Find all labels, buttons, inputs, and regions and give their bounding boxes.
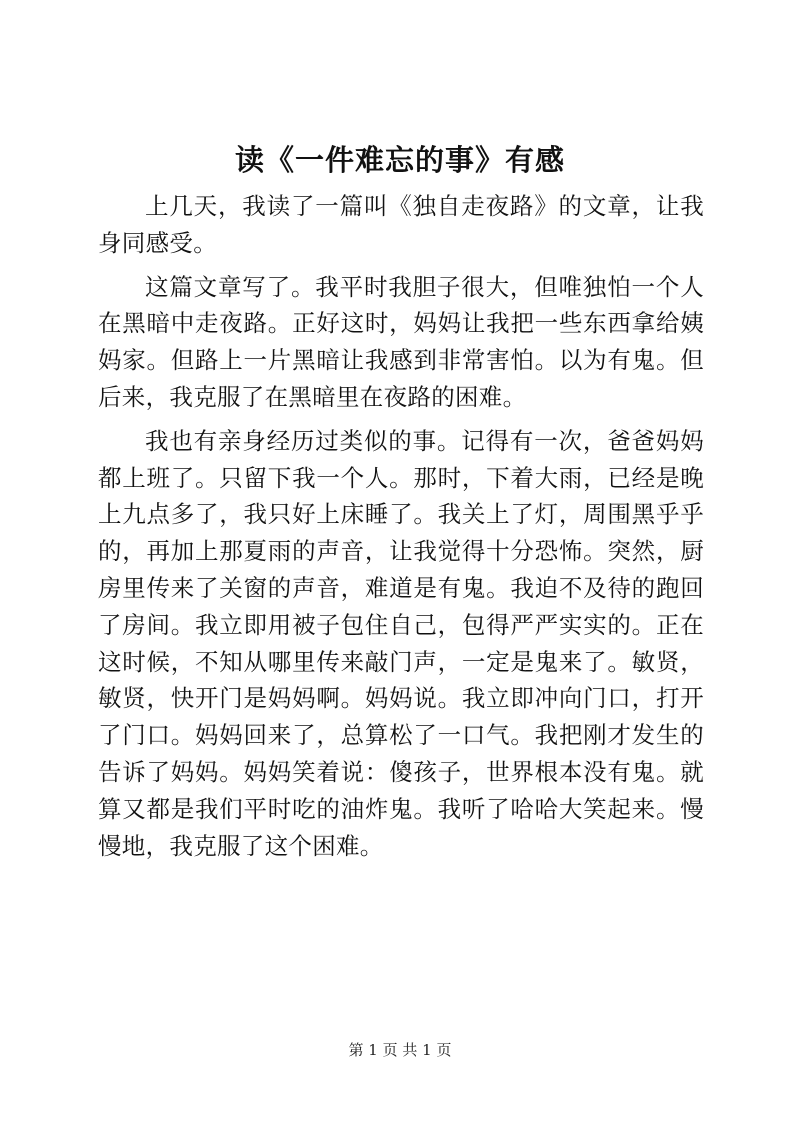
paragraph-1: 上几天，我读了一篇叫《独自走夜路》的文章，让我身同感受。 bbox=[98, 192, 704, 257]
document-title: 读《一件难忘的事》有感 bbox=[234, 143, 565, 177]
page-footer: 第 1 页 共 1 页 bbox=[348, 1041, 452, 1059]
paragraph-3: 我也有亲身经历过类似的事。记得有一次，爸爸妈妈都上班了。只留下我一个人。那时，下着大雨，已经是晚上九点多了，我只好上床睡了。我关上了灯，周围黑乎乎的，再加上那夏雨的声音，让我觉得十分恐怖。突然，厨房里传来了关窗的声音，难道是有鬼。我迫不及待的跑回了房间。我立即用被子包住自己，包得严严实实的。正在这时候，不知从哪里传来敲门声，一定是鬼来了。敏贤，敏贤，快开门是妈妈啊。妈妈说。我立即冲向门口，打开了门口。妈妈回来了，总算松了一口气。我把刚才发生的告诉了妈妈。妈妈笑着说：傻孩子，世界根本没有鬼。就算又都是我们平时吃的油炸鬼。我听了哈哈大笑起来。慢慢地，我克服了这个困难。 bbox=[98, 426, 704, 860]
document-body bbox=[98, 188, 704, 871]
paragraph-2: 这篇文章写了。我平时我胆子很大，但唯独怕一个人在黑暗中走夜路。正好这时，妈妈让我把一些东西拿给姨妈家。但路上一片黑暗让我感到非常害怕。以为有鬼。但后来，我克服了在黑暗里在夜路的困难。 bbox=[98, 272, 704, 411]
